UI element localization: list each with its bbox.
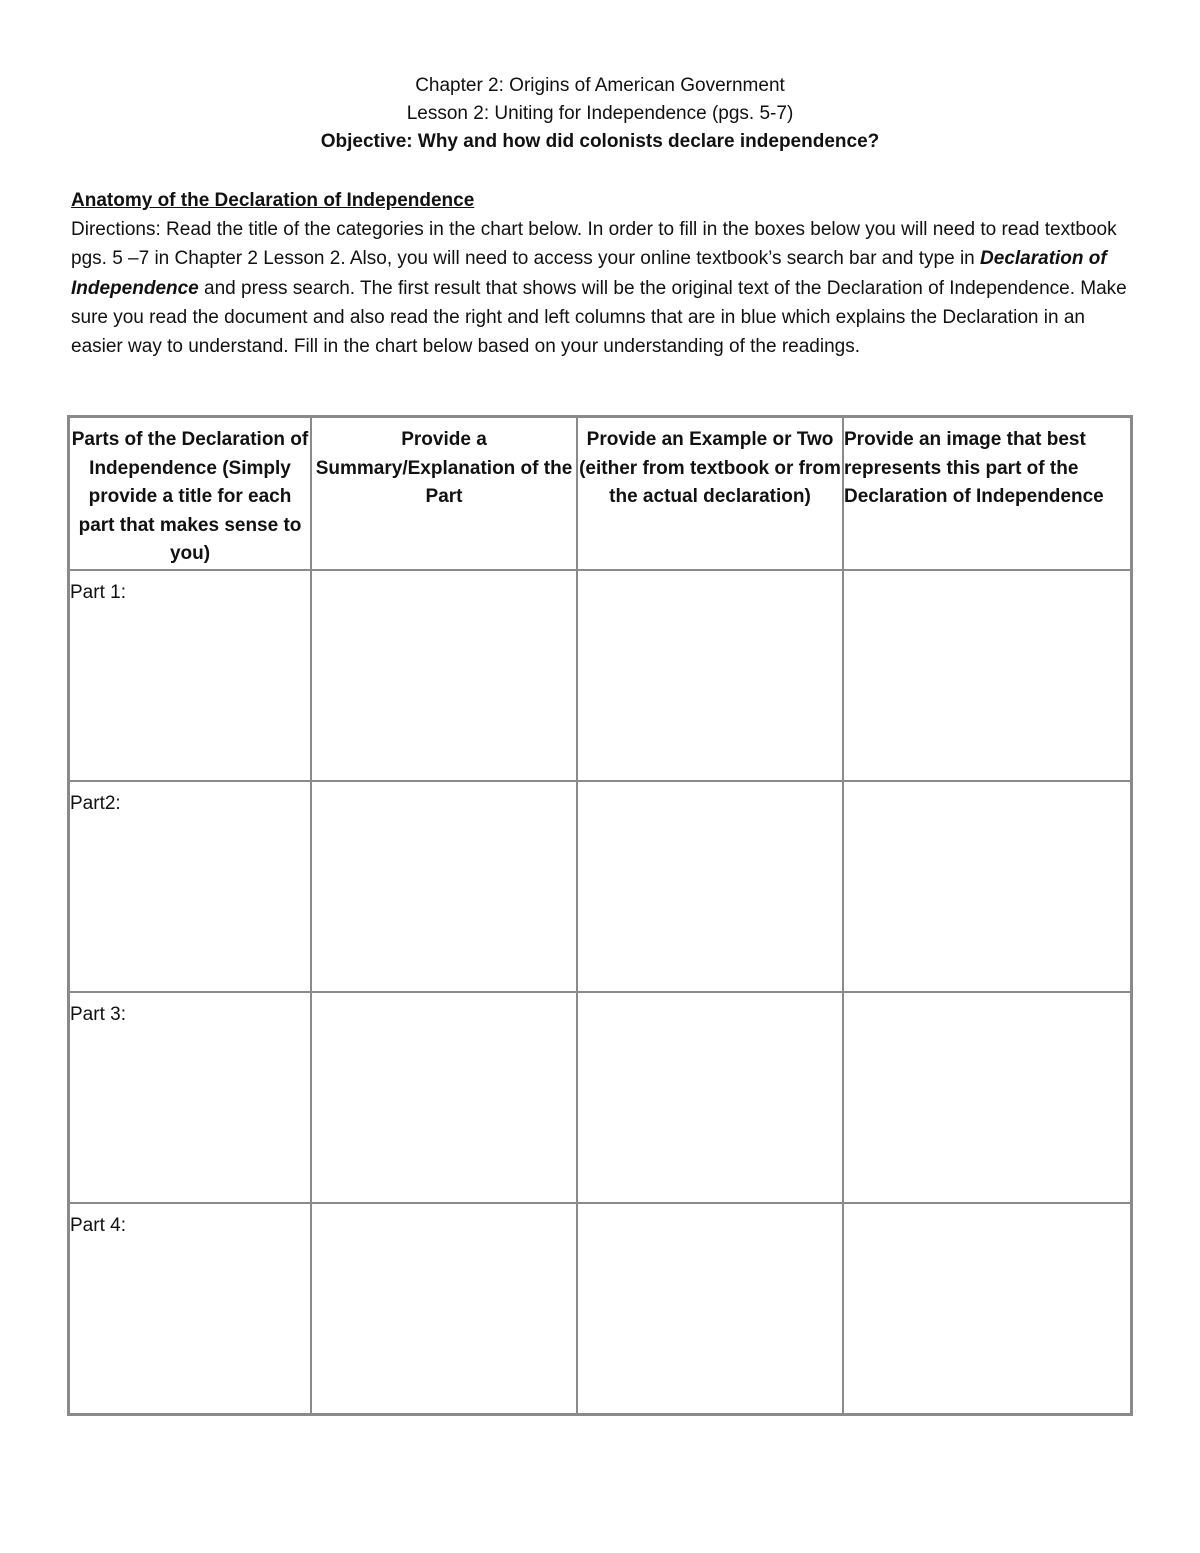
document-header — [0, 72, 1200, 156]
header-examples: Provide an Example or Two (either from textbook or from the actual declaration) — [577, 417, 843, 571]
image-cell[interactable] — [843, 781, 1132, 992]
image-cell[interactable] — [843, 570, 1132, 781]
summary-cell[interactable] — [311, 781, 577, 992]
header-parts: Parts of the Declaration of Independence (Simply provide a title for each part that makes sense to you) — [69, 417, 312, 571]
declaration-chart — [67, 415, 1133, 1416]
image-cell[interactable] — [843, 992, 1132, 1203]
example-cell[interactable] — [577, 570, 843, 781]
directions-text-2: and press search. The first result that shows will be the original text of the Declaration of Independence. Make sure you read the document and also read the right and left columns that are in blue which explains the Declaration in an easier way to understand. Fill in the chart below based on your understanding of the readings. — [71, 277, 1127, 358]
part-label: Part 4: — [70, 1215, 126, 1236]
summary-cell[interactable] — [311, 992, 577, 1203]
header-image: Provide an image that best represents this part of the Declaration of Independence — [843, 417, 1132, 571]
objective-line: Objective: Why and how did colonists declare independence? — [320, 131, 880, 152]
summary-cell[interactable] — [311, 570, 577, 781]
part-3-label-cell[interactable] — [69, 992, 312, 1203]
directions-paragraph — [71, 215, 1131, 361]
image-cell[interactable] — [843, 1203, 1132, 1415]
table-row — [69, 781, 1132, 992]
example-cell[interactable] — [577, 781, 843, 992]
chapter-title: Chapter 2: Origins of American Government — [415, 75, 785, 96]
section-title: Anatomy of the Declaration of Independence — [71, 190, 475, 211]
summary-cell[interactable] — [311, 1203, 577, 1415]
part-label: Part 3: — [70, 1004, 126, 1025]
part-4-label-cell[interactable] — [69, 1203, 312, 1415]
instructions-section — [71, 187, 1131, 361]
table-row — [69, 992, 1132, 1203]
directions-emphasis: Declaration of Independence — [71, 248, 1107, 299]
example-cell[interactable] — [577, 992, 843, 1203]
part-2-label-cell[interactable] — [69, 781, 312, 992]
part-label: Part 1: — [70, 582, 126, 603]
chart-header-row — [69, 417, 1132, 571]
header-summary: Provide a Summary/Explanation of the Part — [311, 417, 577, 571]
example-cell[interactable] — [577, 1203, 843, 1415]
part-1-label-cell[interactable] — [69, 570, 312, 781]
lesson-title: Lesson 2: Uniting for Independence (pgs. 5-7) — [406, 103, 794, 124]
table-row — [69, 1203, 1132, 1415]
part-label: Part2: — [70, 793, 121, 814]
table-row — [69, 570, 1132, 781]
directions-text-1: Directions: Read the title of the categories in the chart below. In order to fill in the boxes below you will need to read textbook pgs. 5 –7 in Chapter 2 Lesson 2. Also, you will need to access your online textbook’s search bar and type in — [71, 219, 1117, 270]
